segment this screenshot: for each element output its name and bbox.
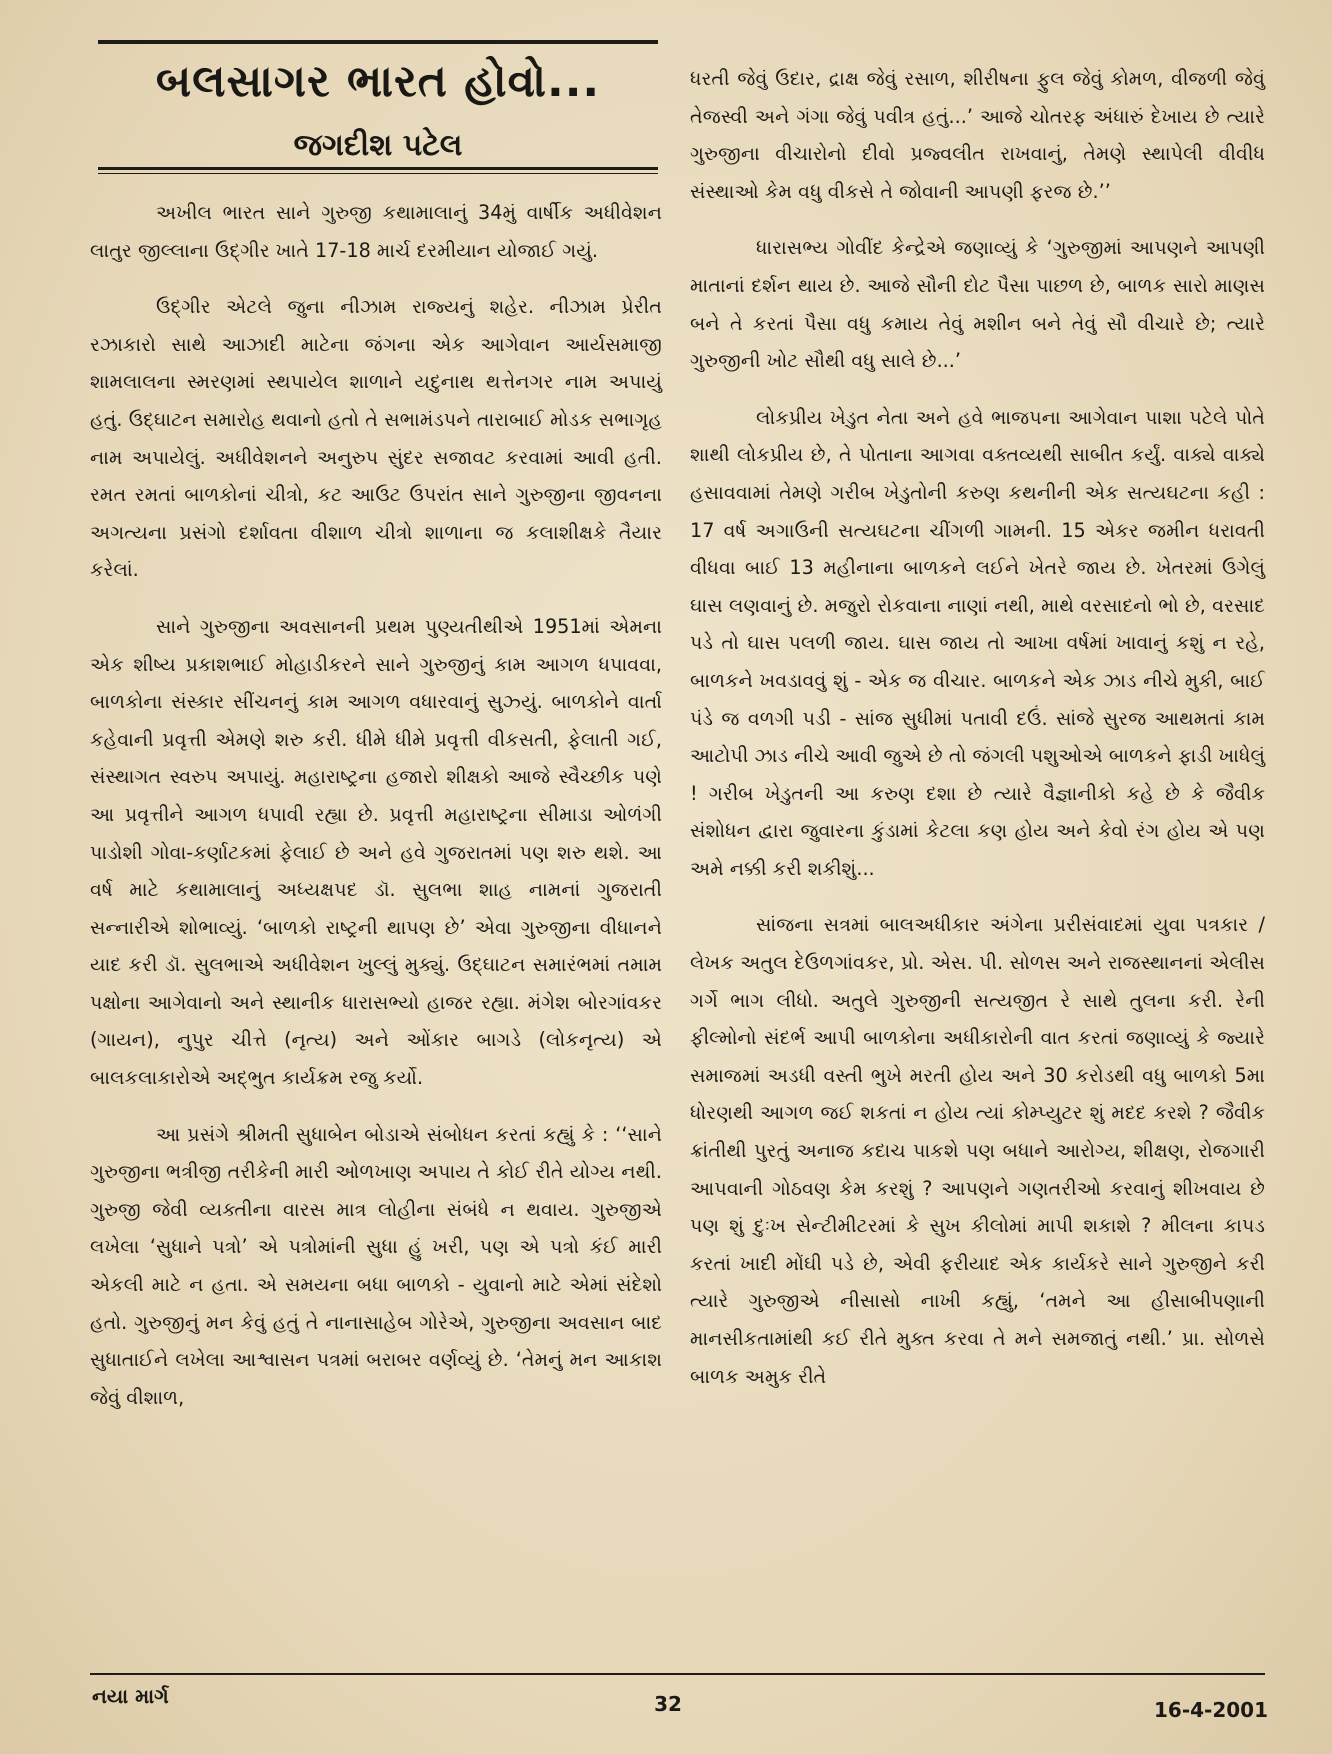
right-column [690,60,1265,1654]
article-paragraph: ઉદ્ગીર એટલે જુના નીઝામ રાજ્યનું શહેર. નીઝામ પ્રેરીત રઝાકારો સાથે આઝાદી માટેના જંગના એક આગેવાન આર્યસમાજી શામલાલના સ્મરણમાં સ્થપાયેલ શાળાને યદુનાથ થત્તેનગર નામ અપાયું હતું. ઉદ્ઘાટન સમારોહ થવાનો હતો તે સભામંડપને તારાબાઈ મોડક સભાગૃહ નામ અપાયેલું. અધીવેશનને અનુરુપ સુંદર સજાવટ કરવામાં આવી હતી. રમત રમતાં બાળકોનાં ચીત્રો, કટ આઉટ ઉપરાંત સાને ગુરુજીના જીવનના અગત્યના પ્રસંગો દર્શાવતા વીશાળ ચીત્રો શાળાના જ કલાશીક્ષકે તૈયાર કરેલાં. [90,295,662,582]
article-paragraph-continued: ધરતી જેવું ઉદાર, દ્રાક્ષ જેવું રસાળ, શીરીષના ફુલ જેવું કોમળ, વીજળી જેવું તેજસ્વી અને ગંગા જેવું પવીત્ર હતું...’ આજે ચોતરફ અંધારું દેખાય છે ત્યારે ગુરુજીના વીચારોનો દીવો પ્રજ્વલીત રાખવાનું, તેમણે સ્થાપેલી વીવીધ સંસ્થાઓ કેમ વધુ વીકસે તે જોવાની આપણી ફરજ છે.’’ [690,67,1265,203]
byline-rule-thin [98,173,658,174]
article-headline: બલસાગર ભારત હોવો... [155,56,601,107]
page-number: 32 [654,1692,682,1716]
author-byline: જગદીશ પટેલ [293,128,463,163]
publication-name: નયા માર્ગ [92,1684,169,1708]
issue-date: 16-4-2001 [1153,1698,1268,1722]
byline-rule [98,167,658,170]
footer-rule [90,1673,1265,1675]
article-paragraph: લોકપ્રીય ખેડુત નેતા અને હવે ભાજપના આગેવાન પાશા પટેલે પોતે શાથી લોકપ્રીય છે, તે પોતાના આગવા વક્તવ્યથી સાબીત કર્યું. વાક્યે વાક્યે હસાવવામાં તેમણે ગરીબ ખેડુતોની કરુણ કથનીની એક સત્યઘટના કહી : 17 વર્ષ અગાઉની સત્યઘટના ચીંગળી ગામની. 15 એકર જમીન ધરાવતી વીધવા બાઈ 13 મહીનાના બાળકને લઈને ખેતરે જાય છે. ખેતરમાં ઉગેલું ઘાસ લણવાનું છે. મજુરો રોકવાના નાણાં નથી, માથે વરસાદનો ભો છે, વરસાદ પડે તો ઘાસ પલળી જાય. ઘાસ જાય તો આખા વર્ષમાં ખાવાનું કશું ન રહે, બાળકને ખવડાવવું શું - એક જ વીચાર. બાળકને એક ઝાડ નીચે મુકી, બાઈ પંડે જ વળગી પડી - સાંજ સુધીમાં પતાવી દઉં. સાંજે સુરજ આથમતાં કામ આટોપી ઝાડ નીચે આવી જુએ છે તો જંગલી પશુઓએ બાળકને ફાડી ખાધેલું ! ગરીબ ખેડુતની આ કરુણ દશા છે ત્યારે વૈજ્ઞાનીકો કહે છે કે જૈવીક સંશોધન દ્વારા જુવારના કુંડામાં કેટલા કણ હોય અને કેવો રંગ હોય એ પણ અમે નક્કી કરી શકીશું... [690,405,1265,880]
article-paragraph: ધારાસભ્ય ગોવીંદ કેન્દ્રેએ જણાવ્યું કે ‘ગુરુજીમાં આપણને આપણી માતાનાં દર્શન થાય છે. આજે સૌની દોટ પૈસા પાછળ છે, બાળક સારો માણસ બને તે કરતાં પૈસા વધુ કમાય તેવું મશીન બને તેવું સૌ વીચારે છે; ત્યારે ગુરુજીની ખોટ સૌથી વધુ સાલે છે...’ [690,236,1265,373]
article-paragraph: સાને ગુરુજીના અવસાનની પ્રથમ પુણ્યતીથીએ 1951માં એમના એક શીષ્ય પ્રકાશભાઈ મોહાડીકરને સાને ગુરુજીનું કામ આગળ ધપાવવા, બાળકોના સંસ્કાર સીંચનનું કામ આગળ વધારવાનું સુઝ્યું. બાળકોને વાર્તા કહેવાની પ્રવૃત્તી એમણે શરુ કરી. ધીમે ધીમે પ્રવૃત્તી વીકસતી, ફેલાતી ગઈ, સંસ્થાગત સ્વરુપ અપાયું. મહારાષ્ટ્રના હજારો શીક્ષકો આજે સ્વૈચ્છીક પણે આ પ્રવૃત્તીને આગળ ધપાવી રહ્યા છે. પ્રવૃત્તી મહારાષ્ટ્રના સીમાડા ઓળંગી પાડોશી ગોવા-કર્ણાટકમાં ફેલાઈ છે અને હવે ગુજરાતમાં પણ શરુ થશે. આ વર્ષ માટે કથામાલાનું અધ્યક્ષપદ ડૉ. સુલભા શાહ નામનાં ગુજરાતી સન્નારીએ શોભાવ્યું. ‘બાળકો રાષ્ટ્રની થાપણ છે’ એવા ગુરુજીના વીધાનને યાદ કરી ડૉ. સુલભાએ અધીવેશન ખુલ્લું મુક્યું. ઉદ્ઘાટન સમારંભમાં તમામ પક્ષોના આગેવાનો અને સ્થાનીક ધારાસભ્યો હાજર રહ્યા. મંગેશ બોરગાંવકર (ગાયન), નુપુર ચીત્તે (નૃત્ય) અને ઓંકાર બાગડે (લોકનૃત્ય) એ બાલકલાકારોએ અદ્ભુત કાર્યક્રમ રજુ કર્યો. [90,614,662,1090]
left-column [90,194,662,1654]
article-paragraph: આ પ્રસંગે શ્રીમતી સુધાબેન બોડાએ સંબોધન કરતાં કહ્યું કે : ‘‘સાને ગુરુજીના ભત્રીજી તરીકેની મારી ઓળખાણ અપાય તે કોઈ રીતે યોગ્ય નથી. ગુરુજી જેવી વ્યક્તીના વારસ માત્ર લોહીના સંબંધે ન થવાય. ગુરુજીએ લખેલા ‘સુધાને પત્રો’ એ પત્રોમાંની સુધા હું ખરી, પણ એ પત્રો કંઈ મારી એકલી માટે ન હતા. એ સમયના બધા બાળકો - યુવાનો માટે એમાં સંદેશો હતો. ગુરુજીનું મન કેવું હતું તે નાનાસાહેબ ગોરેએ, ગુરુજીના અવસાન બાદ સુધાતાઈને લખેલા આશ્વાસન પત્રમાં બરાબર વર્ણવ્યું છે. ‘તેમનું મન આકાશ જેવું વીશાળ, [90,1122,662,1409]
headline-top-rule [98,40,658,44]
article-paragraph: અખીલ ભારત સાને ગુરુજી કથામાલાનું 34મું વાર્ષીક અધીવેશન લાતુર જીલ્લાના ઉદ્ગીર ખાતે 17-18 માર્ચ દરમીયાન યોજાઈ ગયું. [90,201,662,262]
article-paragraph: સાંજના સત્રમાં બાલઅધીકાર અંગેના પ્રરીસંવાદમાં યુવા પત્રકાર / લેખક અતુલ દેઉળગાંવકર, પ્રો. એસ. પી. સોળસ અને રાજસ્થાનનાં એલીસ ગર્ગે ભાગ લીધો. અતુલે ગુરુજીની સત્યજીત રે સાથે તુલના કરી. રેની ફીલ્મોનો સંદર્ભ આપી બાળકોના અધીકારોની વાત કરતાં જણાવ્યું કે જ્યારે સમાજમાં અડધી વસ્તી ભુખે મરતી હોય અને 30 કરોડથી વધુ બાળકો 5મા ધોરણથી આગળ જઈ શકતાં ન હોય ત્યાં કોમ્પ્યુટર શું મદદ કરશે ? જૈવીક ક્રાંતીથી પુરતું અનાજ કદાચ પાકશે પણ બધાને આરોગ્ય, શીક્ષણ, રોજગારી આપવાની ગોઠવણ કેમ કરશું ? આપણને ગણતરીઓ કરવાનું શીખવાય છે પણ શું દુઃખ સેન્ટીમીટરમાં કે સુખ કીલોમાં માપી શકાશે ? મીલના કાપડ કરતાં ખાદી મોંઘી પડે છે, એવી ફરીયાદ એક કાર્યકરે સાને ગુરુજીને કરી ત્યારે ગુરુજીએ નીસાસો નાખી કહ્યું, ‘તમને આ હીસાબીપણાની માનસીકતામાંથી કઈ રીતે મુક્ત કરવા તે મને સમજાતું નથી.’ પ્રા. સોળસે બાળક અમુક રીતે [690,913,1265,1388]
